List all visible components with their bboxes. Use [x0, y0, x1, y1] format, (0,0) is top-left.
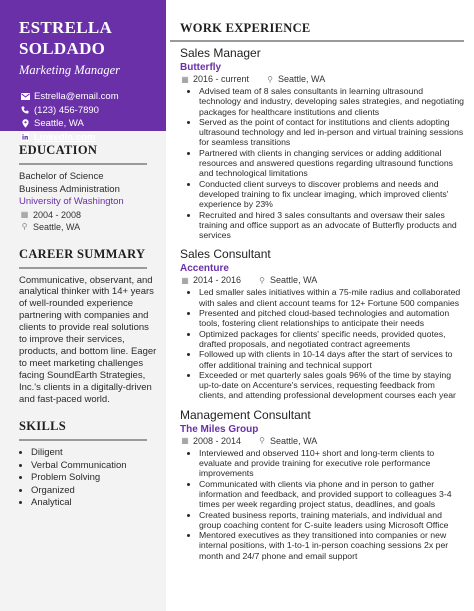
- job-meta: [180, 274, 464, 286]
- experience-divider: [170, 40, 464, 42]
- location-pin-icon: ⚲: [267, 74, 273, 84]
- bullet-item: • Interviewed and observed 110+ short and long-term clients to evaluate and provide training for executive role performance improvements: [199, 448, 464, 479]
- education-divider: [19, 163, 147, 165]
- education-body: [0, 171, 166, 233]
- job-meta: [180, 73, 464, 85]
- job-bullets: [180, 287, 464, 400]
- left-column: [0, 0, 166, 611]
- education-location: [19, 221, 166, 233]
- skill-item: • Diligent: [31, 447, 166, 460]
- name-last: SOLDADO: [19, 39, 106, 58]
- skill-item: • Organized: [31, 485, 166, 498]
- job-location: Seattle, WA: [270, 435, 318, 446]
- job-bullets: [180, 86, 464, 240]
- skills-divider: [19, 439, 147, 441]
- contact-location: [19, 117, 166, 131]
- experience-heading: WORK EXPERIENCE: [180, 21, 311, 35]
- bullet-item: • Communicated with clients via phone and in person to gather information and feedback, and provided support to colleagues 3-4 times per week regarding project status, deadlines, and goals: [199, 479, 464, 510]
- job-title: Management Consultant: [180, 407, 311, 422]
- skill-item: • Analytical: [31, 497, 166, 510]
- location-pin-icon: [19, 119, 31, 128]
- right-column: [180, 0, 464, 561]
- skill-item: • Problem Solving: [31, 472, 166, 485]
- company-name: The Miles Group: [180, 423, 259, 435]
- job-dates: 2014 - 2016: [193, 275, 242, 286]
- education-heading: EDUCATION: [19, 143, 98, 157]
- summary-divider: [19, 267, 147, 269]
- company-name: Butterfly: [180, 62, 222, 73]
- job-title: Sales Consultant: [180, 247, 271, 262]
- job-bullets: [180, 448, 464, 561]
- bullet-item: • Exceeded or met quarterly sales goals 96% of the time by staying up-to-date on Accenture's services, requesting feedback from clients, and attending professional development courses each year: [199, 370, 464, 401]
- bullet-item: • Mentored executives as they transitioned into companies or new internal positions, with 1-to-1 in-person coaching sessions 2x per month and 24/7 phone and email support: [199, 530, 464, 561]
- skills-section: [0, 419, 166, 434]
- location-text: Seattle, WA: [34, 118, 84, 130]
- summary-heading: CAREER SUMMARY: [19, 246, 146, 261]
- contact-list: [19, 90, 166, 144]
- skills-body: [0, 447, 166, 510]
- bullet-item: • Led smaller sales initiatives within a 75-mile radius and collaborated with sales and client account teams for 12+ Fortune 500 companies: [199, 287, 464, 308]
- contact-linkedin[interactable]: [19, 131, 166, 145]
- location-pin-icon: ⚲: [21, 222, 28, 231]
- education-dates: [19, 209, 166, 221]
- skill-item: • Verbal Communication: [31, 460, 166, 473]
- linkedin-link[interactable]: LinkedIn.com: [34, 131, 96, 143]
- school-name: University of Washington: [19, 196, 124, 207]
- job-dates: 2016 - current: [193, 74, 250, 84]
- contact-phone: [19, 104, 166, 118]
- degree-line-2: Business Administration: [19, 183, 120, 195]
- linkedin-icon: [19, 133, 31, 141]
- bullet-item: • Served as the point of contact for institutions and clients adopting ultrasound technology and led in-person and virtual training sessions for seamless transitions: [199, 117, 464, 148]
- bullet-item: • Optimized packages for clients' specific needs, provided quotes, drafted proposals, and negotiated contract agreements: [199, 329, 464, 350]
- education-location-text: Seattle, WA: [33, 221, 81, 232]
- job-location: Seattle, WA: [270, 275, 318, 286]
- location-pin-icon: ⚲: [259, 436, 265, 446]
- bullet-item: • Partnered with clients in changing services or adding additional resources and answered questions regarding ultrasound functions and technological limitations: [199, 148, 464, 179]
- degree-line-1: Bachelor of Science: [19, 171, 104, 182]
- phone-icon: [19, 106, 31, 114]
- bullet-item: • Conducted client surveys to discover problems and needs and developed training to fix unclear imaging, which improved clients' experience by 23%: [199, 179, 464, 210]
- calendar-icon: ▦: [20, 210, 29, 219]
- summary-text: Communicative, observant, and analytical thinker with 14+ years of well-rounded experience partnering with companies and clients to provide real solutions to improve their services, products, and bottom line. Eager to meet marketing challenges facing SoundEarth Strategies, Inc.'s clients in a digitally-driven and fast-paced world.: [19, 274, 157, 405]
- email-text: Estrella@email.com: [34, 91, 119, 103]
- bullet-item: • Advised team of 8 sales consultants in learning ultrasound technology and industry, developing sales strategies, and negotiating packages for healthcare institutions and clients: [199, 86, 464, 117]
- job-entry: [180, 247, 464, 400]
- summary-body: [0, 275, 166, 406]
- calendar-icon: ▦: [181, 275, 189, 285]
- phone-text: (123) 456-7890: [34, 104, 99, 116]
- company-name: Accenture: [180, 263, 229, 275]
- education-dates-text: 2004 - 2008: [33, 209, 82, 220]
- job-dates: 2008 - 2014: [193, 435, 242, 446]
- envelope-icon: [19, 93, 31, 100]
- bullet-item: • Recruited and hired 3 sales consultants and oversaw their sales training and office support as an advocate of Butterfly products and services: [199, 210, 464, 241]
- summary-section: [0, 247, 166, 262]
- job-meta: [180, 435, 464, 447]
- calendar-icon: ▦: [181, 436, 189, 446]
- contact-email: [19, 90, 166, 104]
- bullet-item: • Presented and pitched cloud-based technologies and automation tools, fostering client relationships to anticipate their needs: [199, 308, 464, 329]
- calendar-icon: ▦: [181, 74, 189, 84]
- bullet-item: • Followed up with clients in 10-14 days after the start of services to offer additional training and technical support: [199, 349, 464, 370]
- job-entry: [180, 408, 464, 561]
- location-pin-icon: ⚲: [259, 275, 265, 285]
- profile-header: [0, 0, 166, 143]
- job-entry: [180, 46, 464, 240]
- job-title: Sales Manager: [180, 46, 261, 60]
- bullet-item: • Created business reports, training materials, and individual and group coaching content for C-suite leaders using Microsoft Office: [199, 510, 464, 531]
- job-location: Seattle, WA: [278, 74, 326, 84]
- education-section: [0, 143, 166, 158]
- role-title: Marketing Manager: [19, 63, 121, 77]
- skills-heading: SKILLS: [19, 419, 66, 434]
- skills-list: [19, 447, 166, 510]
- name-first: ESTRELLA: [19, 18, 113, 37]
